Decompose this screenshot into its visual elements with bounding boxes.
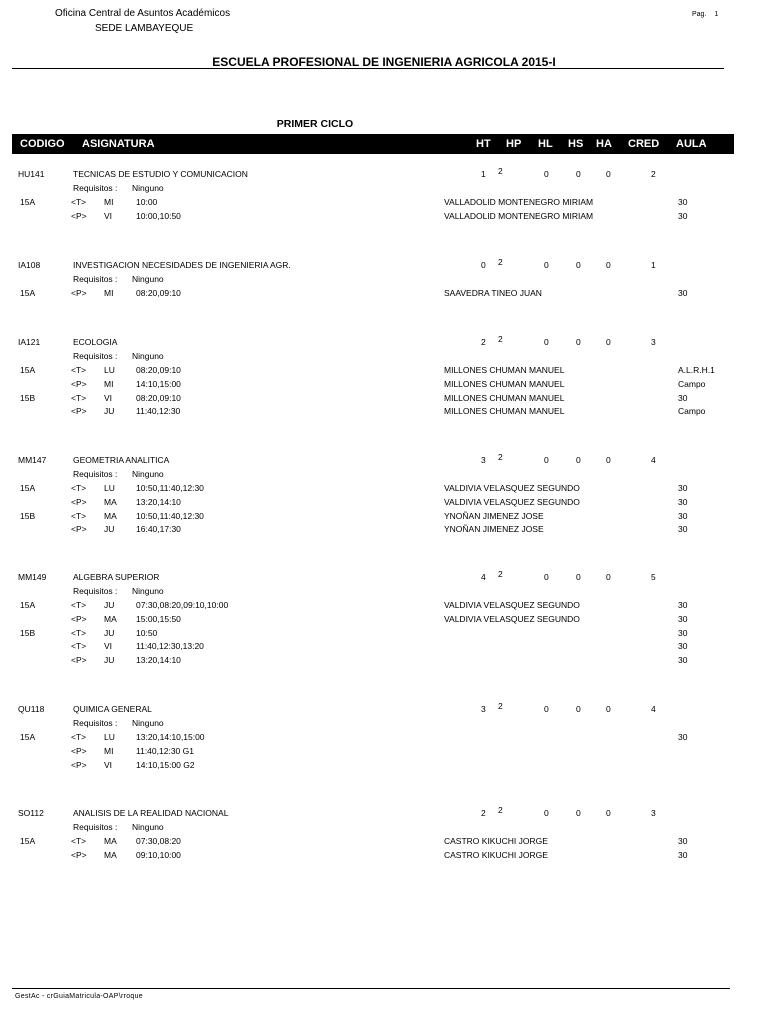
schedule-day: JU <box>104 627 115 638</box>
schedule-type: <T> <box>71 197 87 207</box>
schedule-day: VI <box>104 392 113 403</box>
schedule-day: MA <box>104 849 117 860</box>
schedule-time: 15:00,15:50 <box>136 613 181 624</box>
course-code: QU118 <box>18 704 45 714</box>
schedule-room: 30 <box>678 600 688 610</box>
schedule-type: <P> <box>71 288 87 298</box>
course-hs: 0 <box>576 572 581 582</box>
title-divider <box>12 68 724 69</box>
course-ht: 2 <box>481 808 486 818</box>
schedule-teacher: YNOÑAN JIMENEZ JOSE <box>444 524 544 535</box>
course-name: INVESTIGACION NECESIDADES DE INGENIERIA AGR. <box>73 260 291 270</box>
schedule-time: 10:00,10:50 <box>136 210 181 221</box>
course-cred: 3 <box>651 808 656 818</box>
schedule-day: LU <box>104 483 115 493</box>
schedule-group: 15A <box>20 288 36 298</box>
schedule-type: <T> <box>71 392 87 403</box>
schedule-room: 30 <box>678 510 688 521</box>
schedule-room: 30 <box>678 655 688 666</box>
col-hl: HL <box>538 138 553 150</box>
course-hl: 0 <box>544 169 549 179</box>
course-hp: 2 <box>498 701 503 711</box>
office-name: Oficina Central de Asuntos Académicos <box>55 8 231 19</box>
schedule-type: <P> <box>71 613 87 624</box>
schedule-day: JU <box>104 406 115 417</box>
course-name: GEOMETRIA ANALITICA <box>73 455 170 465</box>
schedule-type: <T> <box>71 510 87 521</box>
col-cred: CRED <box>628 138 660 150</box>
schedule-type: <T> <box>71 483 87 493</box>
schedule-time: 07:30,08:20 <box>136 836 181 846</box>
requisites-label: Requisitos : <box>73 718 118 728</box>
schedule-group: 15B <box>20 627 36 638</box>
schedule-day: MI <box>104 288 114 298</box>
course-hp: 2 <box>498 257 503 267</box>
course-hs: 0 <box>576 704 581 714</box>
schedule-type: <P> <box>71 496 87 507</box>
page-title: ESCUELA PROFESIONAL DE INGENIERIA AGRICOLA 2015-I <box>212 55 556 69</box>
course-hl: 0 <box>544 337 549 347</box>
schedule-type: <P> <box>71 759 87 770</box>
schedule-type: <P> <box>71 524 87 535</box>
schedule-time: 11:40,12:30,13:20 <box>136 641 204 652</box>
course-code: IA121 <box>18 337 41 347</box>
schedule-type: <T> <box>71 600 87 610</box>
schedule-day: MA <box>104 510 117 521</box>
schedule-time: 07:30,08:20,09:10,10:00 <box>136 600 229 610</box>
schedule-time: 16:40,17:30 <box>136 524 181 535</box>
schedule-room: 30 <box>678 627 688 638</box>
schedule-group: 15A <box>20 197 36 207</box>
course-ht: 3 <box>481 704 486 714</box>
course-hl: 0 <box>544 704 549 714</box>
schedule-day: MA <box>104 496 117 507</box>
schedule-teacher: VALDIVIA VELASQUEZ SEGUNDO <box>444 600 580 610</box>
sede-name: SEDE LAMBAYEQUE <box>95 23 194 34</box>
schedule-time: 10:00 <box>136 197 158 207</box>
schedule-time: 08:20,09:10 <box>136 288 181 298</box>
schedule-time: 11:40,12:30 <box>136 406 181 417</box>
schedule-time: 10:50 <box>136 627 158 638</box>
schedule-room: 30 <box>678 524 688 535</box>
course-hs: 0 <box>576 808 581 818</box>
course-cred: 4 <box>651 704 656 714</box>
schedule-teacher: VALLADOLID MONTENEGRO MIRIAM <box>444 210 594 221</box>
schedule-day: MA <box>104 613 117 624</box>
course-code: MM147 <box>18 455 47 465</box>
course-name: ECOLOGIA <box>73 337 118 347</box>
schedule-day: LU <box>104 732 115 742</box>
schedule-day: VI <box>104 641 113 652</box>
schedule-type: <P> <box>71 745 87 756</box>
course-name: ANALISIS DE LA REALIDAD NACIONAL <box>73 808 229 818</box>
schedule-room: 30 <box>678 210 688 221</box>
schedule-room: 30 <box>678 392 688 403</box>
schedule-room: 30 <box>678 732 688 742</box>
footer-text: GestAc - crGuiaMatricula-OAP\rroque <box>15 993 143 1000</box>
schedule-day: JU <box>104 524 115 535</box>
course-ha: 0 <box>606 572 611 582</box>
schedule-time: 11:40,12:30 G1 <box>136 745 194 756</box>
schedule-type: <P> <box>71 210 87 221</box>
schedule-type: <P> <box>71 655 87 666</box>
course-ha: 0 <box>606 337 611 347</box>
schedule-day: MA <box>104 836 117 846</box>
course-hp: 2 <box>498 166 503 176</box>
schedule-group: 15A <box>20 836 36 846</box>
requisites-label: Requisitos : <box>73 586 118 596</box>
col-ht: HT <box>476 138 491 150</box>
course-ha: 0 <box>606 169 611 179</box>
course-hs: 0 <box>576 260 581 270</box>
schedule-day: VI <box>104 759 113 770</box>
schedule-room: A.L.R.H.1 <box>678 365 715 375</box>
schedule-teacher: VALLADOLID MONTENEGRO MIRIAM <box>444 197 594 207</box>
schedule-group: 15A <box>20 365 36 375</box>
schedule-room: 30 <box>678 836 688 846</box>
cycle-heading: PRIMER CICLO <box>276 118 354 130</box>
course-name: QUIMICA GENERAL <box>73 704 152 714</box>
schedule-type: <P> <box>71 406 87 417</box>
requisites-value: Ninguno <box>132 274 164 284</box>
course-hs: 0 <box>576 169 581 179</box>
schedule-time: 14:10,15:00 <box>136 378 181 389</box>
course-ht: 3 <box>481 455 486 465</box>
course-ha: 0 <box>606 260 611 270</box>
schedule-room: 30 <box>678 641 688 652</box>
requisites-value: Ninguno <box>132 469 164 479</box>
schedule-time: 09:10,10:00 <box>136 849 181 860</box>
schedule-type: <T> <box>71 836 87 846</box>
schedule-group: 15A <box>20 483 36 493</box>
requisites-value: Ninguno <box>132 351 164 361</box>
schedule-type: <T> <box>71 365 87 375</box>
requisites-value: Ninguno <box>132 718 164 728</box>
course-hp: 2 <box>498 334 503 344</box>
course-code: MM149 <box>18 572 47 582</box>
schedule-teacher: VALDIVIA VELASQUEZ SEGUNDO <box>444 613 580 624</box>
page-indicator <box>692 11 718 18</box>
requisites-label: Requisitos : <box>73 351 118 361</box>
schedule-teacher: MILLONES CHUMAN MANUEL <box>444 392 565 403</box>
requisites-label: Requisitos : <box>73 274 118 284</box>
schedule-room: 30 <box>678 496 688 507</box>
schedule-teacher: CASTRO KIKUCHI JORGE <box>444 849 548 860</box>
course-hp: 2 <box>498 805 503 815</box>
schedule-time: 13:20,14:10 <box>136 496 181 507</box>
schedule-room: 30 <box>678 483 688 493</box>
schedule-type: <P> <box>71 378 87 389</box>
schedule-day: LU <box>104 365 115 375</box>
requisites-value: Ninguno <box>132 586 164 596</box>
schedule-group: 15A <box>20 732 36 742</box>
schedule-teacher: CASTRO KIKUCHI JORGE <box>444 836 548 846</box>
schedule-day: MI <box>104 378 114 389</box>
requisites-value: Ninguno <box>132 822 164 832</box>
schedule-room: Campo <box>678 406 706 417</box>
col-codigo: CODIGO <box>20 138 65 150</box>
schedule-day: MI <box>104 745 114 756</box>
schedule-type: <T> <box>71 627 87 638</box>
schedule-room: 30 <box>678 613 688 624</box>
course-hs: 0 <box>576 337 581 347</box>
course-name: ALGEBRA SUPERIOR <box>73 572 160 582</box>
course-cred: 5 <box>651 572 656 582</box>
course-hp: 2 <box>498 452 503 462</box>
requisites-label: Requisitos : <box>73 822 118 832</box>
schedule-type: <P> <box>71 849 87 860</box>
course-hs: 0 <box>576 455 581 465</box>
schedule-day: VI <box>104 210 113 221</box>
schedule-day: JU <box>104 600 115 610</box>
course-cred: 3 <box>651 337 656 347</box>
col-aula: AULA <box>676 138 707 150</box>
course-ha: 0 <box>606 704 611 714</box>
course-hp: 2 <box>498 569 503 579</box>
course-ha: 0 <box>606 808 611 818</box>
schedule-room: Campo <box>678 378 706 389</box>
schedule-teacher: MILLONES CHUMAN MANUEL <box>444 365 565 375</box>
course-code: IA108 <box>18 260 41 270</box>
schedule-teacher: SAAVEDRA TINEO JUAN <box>444 288 542 298</box>
col-asignatura: ASIGNATURA <box>82 138 155 150</box>
course-ht: 4 <box>481 572 486 582</box>
schedule-day: MI <box>104 197 114 207</box>
page-label: Pag. <box>692 11 707 18</box>
course-name: TECNICAS DE ESTUDIO Y COMUNICACION <box>73 169 248 179</box>
footer-divider <box>12 988 730 989</box>
schedule-room: 30 <box>678 197 688 207</box>
course-hl: 0 <box>544 260 549 270</box>
schedule-teacher: MILLONES CHUMAN MANUEL <box>444 378 565 389</box>
page-number: 1 <box>714 11 719 18</box>
schedule-type: <T> <box>71 641 87 652</box>
requisites-label: Requisitos : <box>73 469 118 479</box>
table-header <box>12 134 734 154</box>
schedule-teacher: VALDIVIA VELASQUEZ SEGUNDO <box>444 483 580 493</box>
schedule-group: 15B <box>20 392 36 403</box>
course-hl: 0 <box>544 808 549 818</box>
schedule-teacher: VALDIVIA VELASQUEZ SEGUNDO <box>444 496 580 507</box>
course-hl: 0 <box>544 572 549 582</box>
course-hl: 0 <box>544 455 549 465</box>
course-code: SO112 <box>18 808 44 818</box>
schedule-time: 10:50,11:40,12:30 <box>136 483 204 493</box>
schedule-time: 08:20,09:10 <box>136 392 181 403</box>
schedule-time: 13:20,14:10 <box>136 655 181 666</box>
course-ht: 1 <box>481 169 486 179</box>
schedule-room: 30 <box>678 288 688 298</box>
schedule-teacher: YNOÑAN JIMENEZ JOSE <box>444 510 544 521</box>
schedule-teacher: MILLONES CHUMAN MANUEL <box>444 406 565 417</box>
schedule-time: 10:50,11:40,12:30 <box>136 510 204 521</box>
course-ht: 2 <box>481 337 486 347</box>
course-ht: 0 <box>481 260 486 270</box>
schedule-group: 15A <box>20 600 36 610</box>
schedule-time: 14:10,15:00 G2 <box>136 759 195 770</box>
schedule-time: 13:20,14:10,15:00 <box>136 732 205 742</box>
course-ha: 0 <box>606 455 611 465</box>
course-code: HU141 <box>18 169 45 179</box>
col-ha: HA <box>596 138 612 150</box>
schedule-type: <T> <box>71 732 87 742</box>
requisites-value: Ninguno <box>132 183 164 193</box>
schedule-room: 30 <box>678 849 688 860</box>
col-hs: HS <box>568 138 584 150</box>
col-hp: HP <box>506 138 522 150</box>
course-cred: 1 <box>651 260 656 270</box>
requisites-label: Requisitos : <box>73 183 118 193</box>
course-cred: 4 <box>651 455 656 465</box>
schedule-time: 08:20,09:10 <box>136 365 181 375</box>
schedule-day: JU <box>104 655 115 666</box>
schedule-group: 15B <box>20 510 36 521</box>
course-cred: 2 <box>651 169 656 179</box>
